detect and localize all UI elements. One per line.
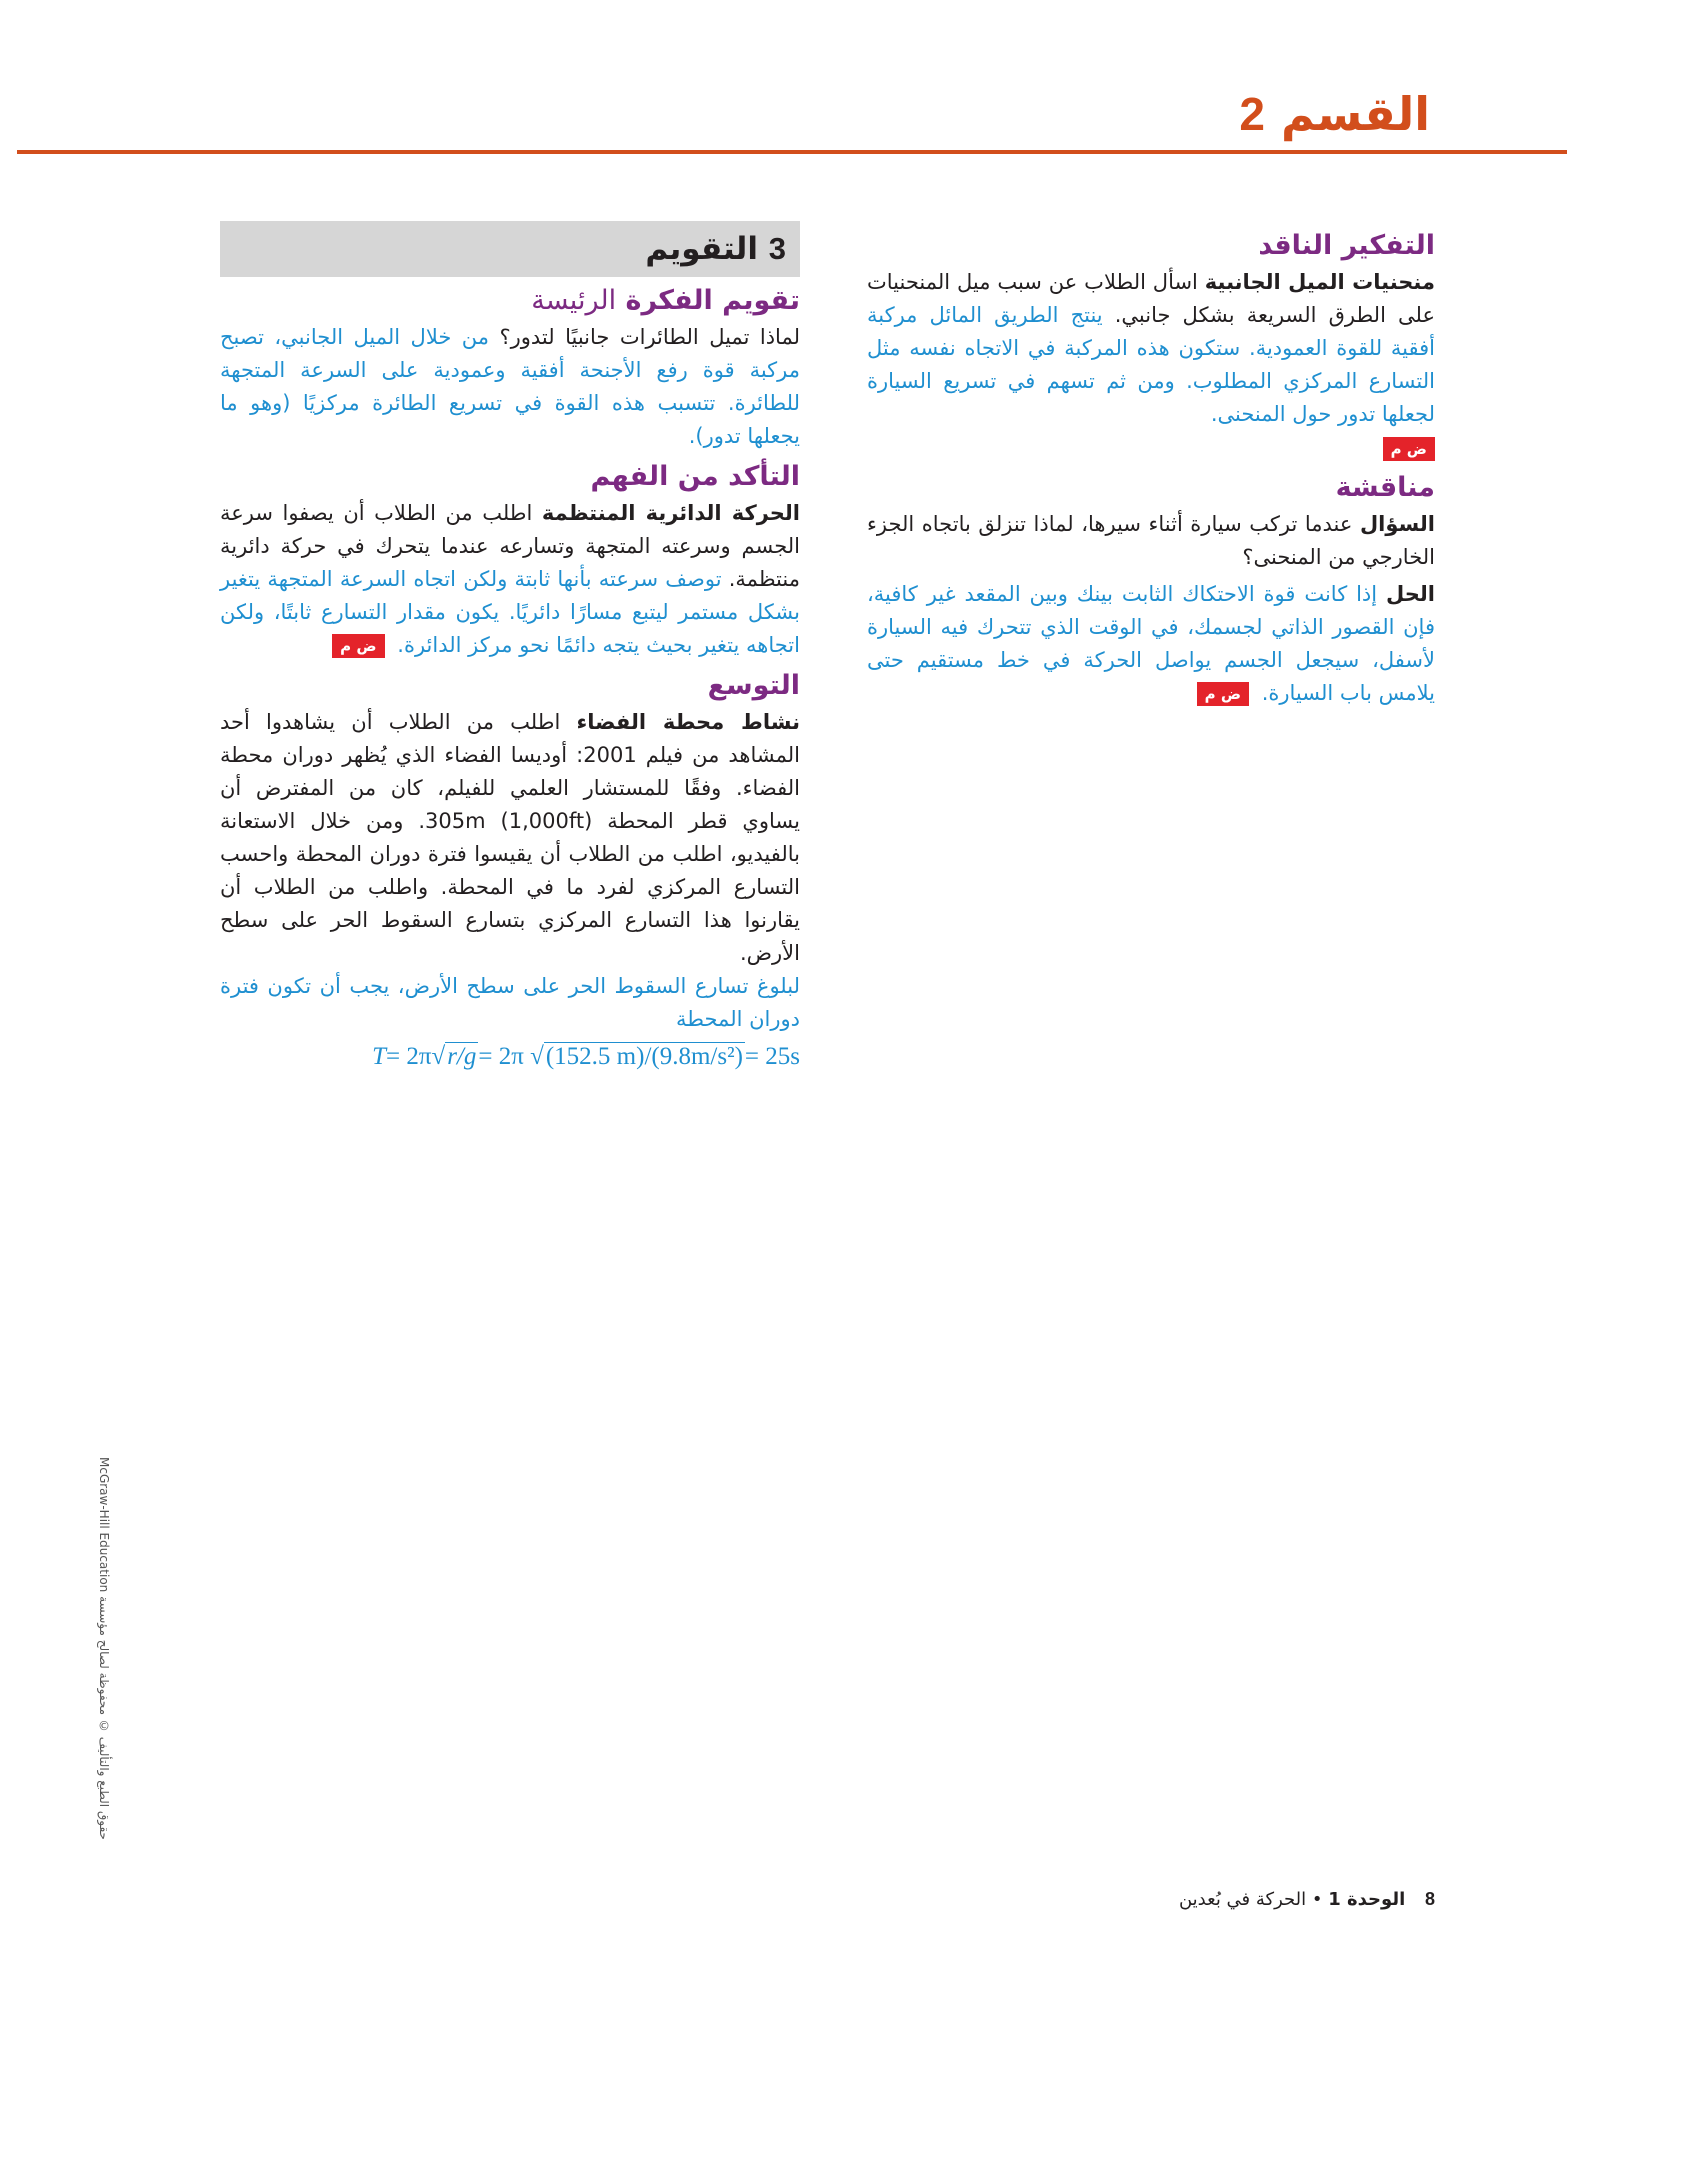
formula-result: = 25s [744,1043,800,1070]
critical-thinking-answer: ينتج الطريق المائل مركبة أفقية للقوة العمودية. ستكون هذه المركبة في الاتجاه نفسه مثل التسارع المركزي المطلوب. ومن ثم تسهم في تسريع السيارة لجعلها تدور حول المنحنى. [867,303,1435,426]
check-understanding-answer: توصف سرعته بأنها ثابتة ولكن اتجاه السرعة المتجهة يتغير بشكل مستمر ليتبع مسارًا دائريًا. يكون مقدار التسارع ثابتًا، ولكن اتجاهه يتغير بحيث يتجه دائمًا نحو مركز الدائرة. [220,567,800,657]
differentiation-badge: ض م [1383,437,1435,461]
assessment-number: 3 [768,231,786,266]
section-title [930,84,1430,144]
rotation-period-formula: T= 2π√r/g= 2π √(152.5 m)/(9.8m/s²)= 25s [372,1043,800,1070]
extension-heading: التوسع [707,670,800,701]
big-idea-question: لماذا تميل الطائرات جانبيًا لتدور؟ [499,325,800,349]
extension-answer: لبلوغ تسارع السقوط الحر على سطح الأرض، يجب أن تكون فترة دوران المحطة [220,974,800,1031]
critical-thinking-text: اسأل الطلاب عن سبب ميل المنحنيات على الطرق السريعة بشكل جانبي. [867,270,1435,327]
answer-text: إذا كانت قوة الاحتكاك الثابت بينك وبين المقعد غير كافية، فإن القصور الذاتي لجسمك، في الوقت الذي تتحرك فيه السيارة لأسفل، سيجعل الجسم يواصل الحركة في خط مستقيم حتى يلامس باب السيارة. [867,582,1435,705]
question-text: عندما تركب سيارة أثناء سيرها، لماذا تنزلق باتجاه الجزء الخارجي من المنحنى؟ [867,512,1435,569]
formula-radicand-symbolic: r/g [447,1043,477,1070]
big-idea-paragraph [220,321,800,453]
footer-separator: • [1311,1889,1323,1910]
section-number: 2 [1239,88,1265,140]
critical-thinking-heading: التفكير الناقد [1258,230,1435,261]
page-number: 8 [1424,1889,1435,1909]
big-idea-heading-rest: الرئيسة [531,285,617,316]
big-idea-heading-bold: تقويم الفكرة [625,285,800,316]
formula-two-pi: = 2π [385,1043,432,1070]
discussion-question [867,508,1435,574]
check-understanding-heading: التأكد من الفهم [590,461,800,492]
extension-paragraph [220,706,800,970]
check-understanding-text: اطلب من الطلاب أن يصفوا سرعة الجسم وسرعته المتجهة وتسارعه عندما يتحرك في حركة دائرية منتظمة. [220,501,800,591]
section-word: القسم [1280,87,1430,141]
check-understanding-lead: الحركة الدائرية المنتظمة [541,501,800,525]
assessment-label: التقويم [645,231,758,267]
formula-lhs: T [372,1043,386,1070]
answer-label: الحل [1386,582,1435,606]
left-column [220,221,800,1076]
differentiation-badge: ض م [1197,682,1249,706]
extension-lead: نشاط محطة الفضاء [576,710,800,734]
differentiation-badge: ض م [332,634,384,658]
big-idea-answer: من خلال الميل الجانبي، تصبح مركبة قوة رفع الأجنحة أفقية وعمودية على السرعة المتجهة للطائرة. تتسبب هذه القوة في تسريع الطائرة مركزيًا (وهو ما يجعلها تدور). [220,325,800,448]
unit-title: الحركة في بُعدين [1178,1889,1307,1910]
question-label: السؤال [1359,512,1435,536]
discussion-heading: مناقشة [1335,472,1435,503]
formula-equals-two-pi: = 2π [478,1043,524,1070]
header-divider [17,150,1567,154]
extension-text: اطلب من الطلاب أن يشاهدوا أحد المشاهد من فيلم 2001: أوديسا الفضاء الذي يُظهر دوران محطة الفضاء. وفقًا للمستشار العلمي للفيلم، كان من المفترض أن يساوي قطر المحطة 305m (1,000ft). ومن خلال الاستعانة بالفيديو، اطلب من الطلاب أن يقيسوا فترة دوران المحطة واحسب التسارع المركزي لفرد ما في المحطة. واطلب من الطلاب أن يقارنوا هذا التسارع المركزي بتسارع السقوط الحر على سطح الأرض. [220,710,801,965]
critical-thinking-badge-row [867,431,1435,464]
big-idea-heading [220,281,800,321]
formula-radicand-numeric: (152.5 m)/(9.8m/s²) [545,1043,743,1070]
check-understanding-paragraph [220,497,800,662]
critical-thinking-lead: منحنيات الميل الجانبية [1204,270,1436,294]
assessment-bar [220,221,800,277]
copyright-notice: حقوق الطبع والتأليف © محفوظة لصالح مؤسسة McGraw-Hill Education [97,1457,111,1840]
discussion-answer [867,578,1435,710]
right-column [867,226,1435,710]
page-footer [1179,1886,1435,1913]
unit-label: الوحدة 1 [1328,1889,1406,1910]
critical-thinking-paragraph [867,266,1435,431]
